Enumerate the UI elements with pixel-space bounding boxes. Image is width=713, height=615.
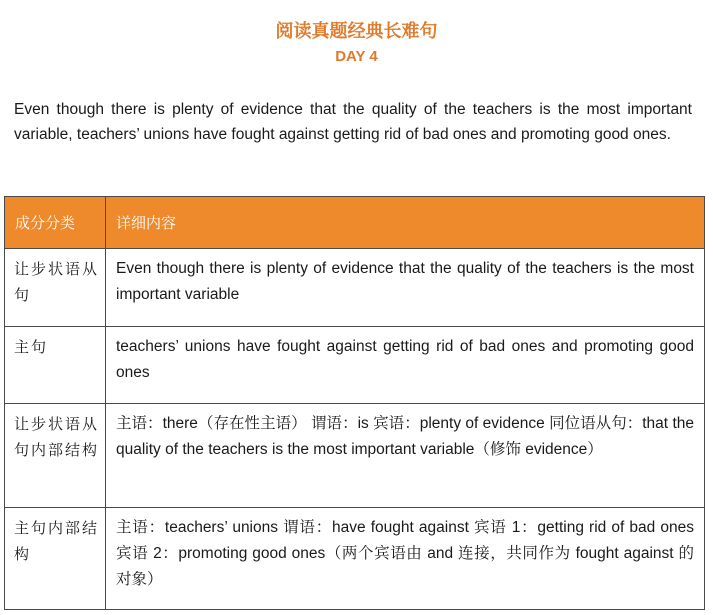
table-header-row bbox=[5, 197, 705, 249]
table-row bbox=[5, 508, 705, 610]
example-sentence: Even though there is plenty of evidence that the quality of the teachers is the most important variable, teachers’ unions have fought against getting rid of bad ones and promoting good ones. bbox=[14, 101, 692, 143]
row-category: 主句内部结构 bbox=[5, 508, 106, 610]
header-category: 成分分类 bbox=[5, 197, 106, 249]
page-subtitle: DAY 4 bbox=[335, 48, 378, 65]
row-category: 让步状语从句内部结构 bbox=[5, 404, 106, 508]
table-row bbox=[5, 327, 705, 404]
table-row bbox=[5, 249, 705, 327]
table-row bbox=[5, 404, 705, 508]
page-title: 阅读真题经典长难句 bbox=[275, 21, 438, 42]
row-content: Even though there is plenty of evidence that the quality of the teachers is the most important variable bbox=[106, 249, 705, 327]
row-content: teachers’ unions have fought against getting rid of bad ones and promoting good ones bbox=[106, 327, 705, 404]
header-content: 详细内容 bbox=[106, 197, 705, 249]
row-category: 让步状语从句 bbox=[5, 249, 106, 327]
row-content: 主语：there（存在性主语） 谓语：is 宾语：plenty of evidence 同位语从句：that the quality of the teachers is the most important variable（修饰 evidence） bbox=[106, 404, 705, 508]
row-content: 主语：teachers’ unions 谓语：have fought against 宾语 1：getting rid of bad ones 宾语 2：promoting good ones（两个宾语由 and 连接，共同作为 fought against 的对象） bbox=[106, 508, 705, 610]
row-category: 主句 bbox=[5, 327, 106, 404]
analysis-table bbox=[4, 196, 705, 610]
